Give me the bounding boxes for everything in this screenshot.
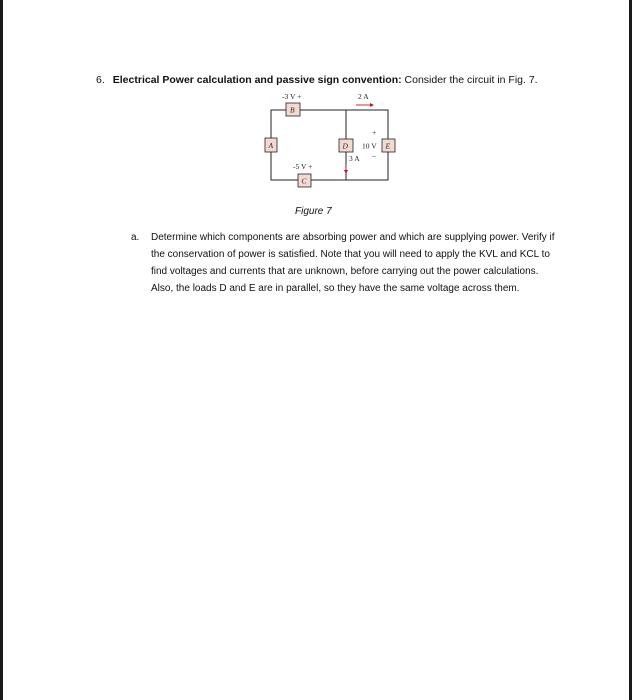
part-a-label: a. <box>131 232 140 243</box>
element-c-label: C <box>301 176 307 186</box>
voltage-e-value: 10 V <box>362 141 377 151</box>
part-a-text: Determine which components are absorbing power and which are supplying power. Verify if the conservation of power is satisfied. Note that you will need to apply the KVL and KCL to find voltages and currents that are unknown, before carrying out the power calculations. Also, the loads D and E are in parallel, so they have the same voltage across them. <box>151 232 555 294</box>
question-number: 6. <box>96 74 105 86</box>
element-e-label: E <box>385 141 391 151</box>
voltage-e-plus: + <box>372 128 377 137</box>
element-b-label: B <box>290 105 295 115</box>
voltage-c-label: -5 V + <box>293 162 313 171</box>
element-a-label: A <box>268 141 274 150</box>
element-d-label: D <box>342 141 348 151</box>
question-title: Electrical Power calculation and passive sign convention: <box>112 74 402 86</box>
circuit-diagram <box>258 90 408 190</box>
question-heading <box>96 73 596 87</box>
voltage-b-label: -3 V + <box>282 92 302 101</box>
current-d-label: 3 A <box>349 154 360 163</box>
voltage-e-minus: – <box>372 151 376 160</box>
current-d-arrow <box>344 164 348 174</box>
circuit-figure <box>258 90 408 190</box>
current-top-label: 2 A <box>358 92 369 101</box>
question-prompt: Consider the circuit in Fig. 7. <box>404 74 538 86</box>
part-a <box>131 229 561 297</box>
figure-caption: Figure 7 <box>295 206 332 217</box>
wire-top-left <box>271 110 286 139</box>
page-left-border <box>0 0 3 700</box>
current-top-arrow <box>356 103 374 107</box>
